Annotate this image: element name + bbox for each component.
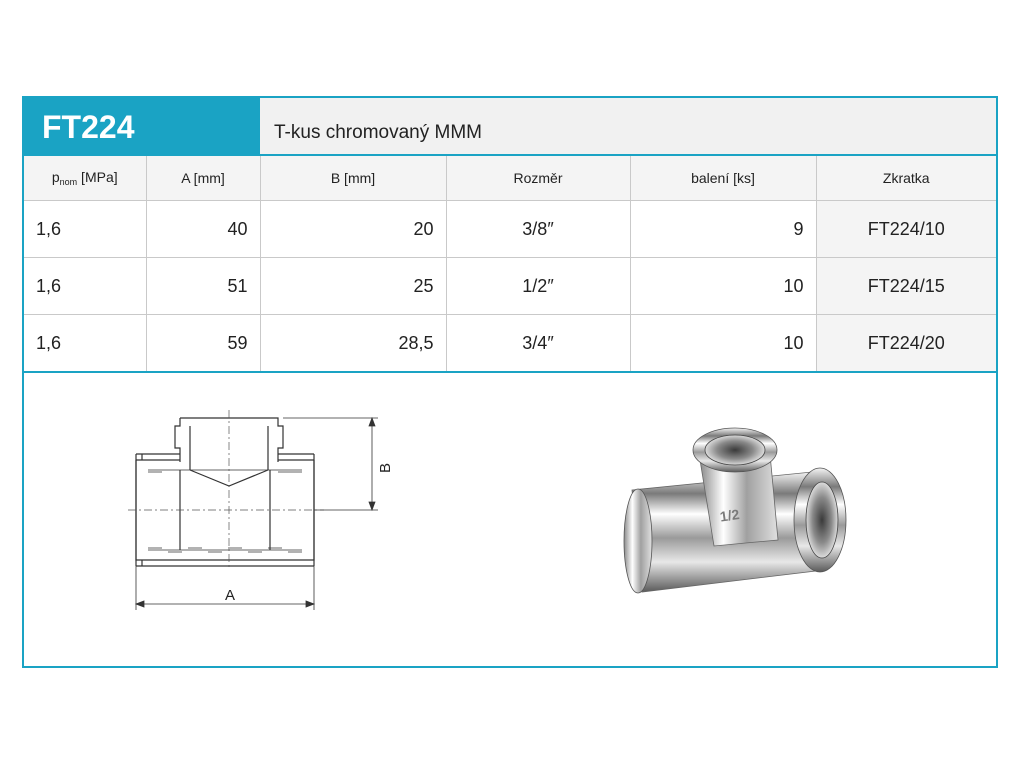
cell-b: 20 — [260, 201, 446, 258]
cell-b: 28,5 — [260, 315, 446, 373]
pnom-unit: [MPa] — [77, 169, 118, 185]
cell-pressure: 1,6 — [24, 258, 146, 315]
cell-a: 59 — [146, 315, 260, 373]
cell-pack: 9 — [630, 201, 816, 258]
cell-size: 3/4″ — [446, 315, 630, 373]
cell-a: 51 — [146, 258, 260, 315]
product-photo — [602, 420, 852, 610]
cell-pack: 10 — [630, 258, 816, 315]
table-header-row — [24, 156, 996, 201]
cell-size: 1/2″ — [446, 258, 630, 315]
technical-drawing — [128, 410, 408, 620]
cell-code: FT224/10 — [816, 201, 996, 258]
cell-pack: 10 — [630, 315, 816, 373]
col-header-b: B [mm] — [260, 156, 446, 201]
cell-size: 3/8″ — [446, 201, 630, 258]
cell-code: FT224/15 — [816, 258, 996, 315]
col-header-pack: balení [ks] — [630, 156, 816, 201]
col-header-size: Rozměr — [446, 156, 630, 201]
dimension-a-label: A — [225, 587, 236, 604]
product-header — [24, 98, 996, 156]
cell-b: 25 — [260, 258, 446, 315]
pnom-symbol: p — [51, 169, 60, 185]
cell-code: FT224/20 — [816, 315, 996, 373]
product-code: FT224 — [24, 98, 260, 156]
cell-pressure: 1,6 — [24, 315, 146, 373]
dimension-b-label: B — [377, 462, 394, 474]
col-header-pnom — [24, 156, 146, 201]
pnom-subscript: nom — [59, 177, 78, 187]
col-header-a: A [mm] — [146, 156, 260, 201]
table-row — [24, 258, 996, 315]
product-title: T-kus chromovaný MMM — [260, 98, 996, 156]
product-card — [22, 96, 998, 668]
cell-a: 40 — [146, 201, 260, 258]
table-row — [24, 201, 996, 258]
table-row — [24, 315, 996, 373]
col-header-short: Zkratka — [816, 156, 996, 201]
cell-pressure: 1,6 — [24, 201, 146, 258]
size-marking: 1/2 — [718, 506, 741, 525]
spec-table — [24, 156, 996, 373]
